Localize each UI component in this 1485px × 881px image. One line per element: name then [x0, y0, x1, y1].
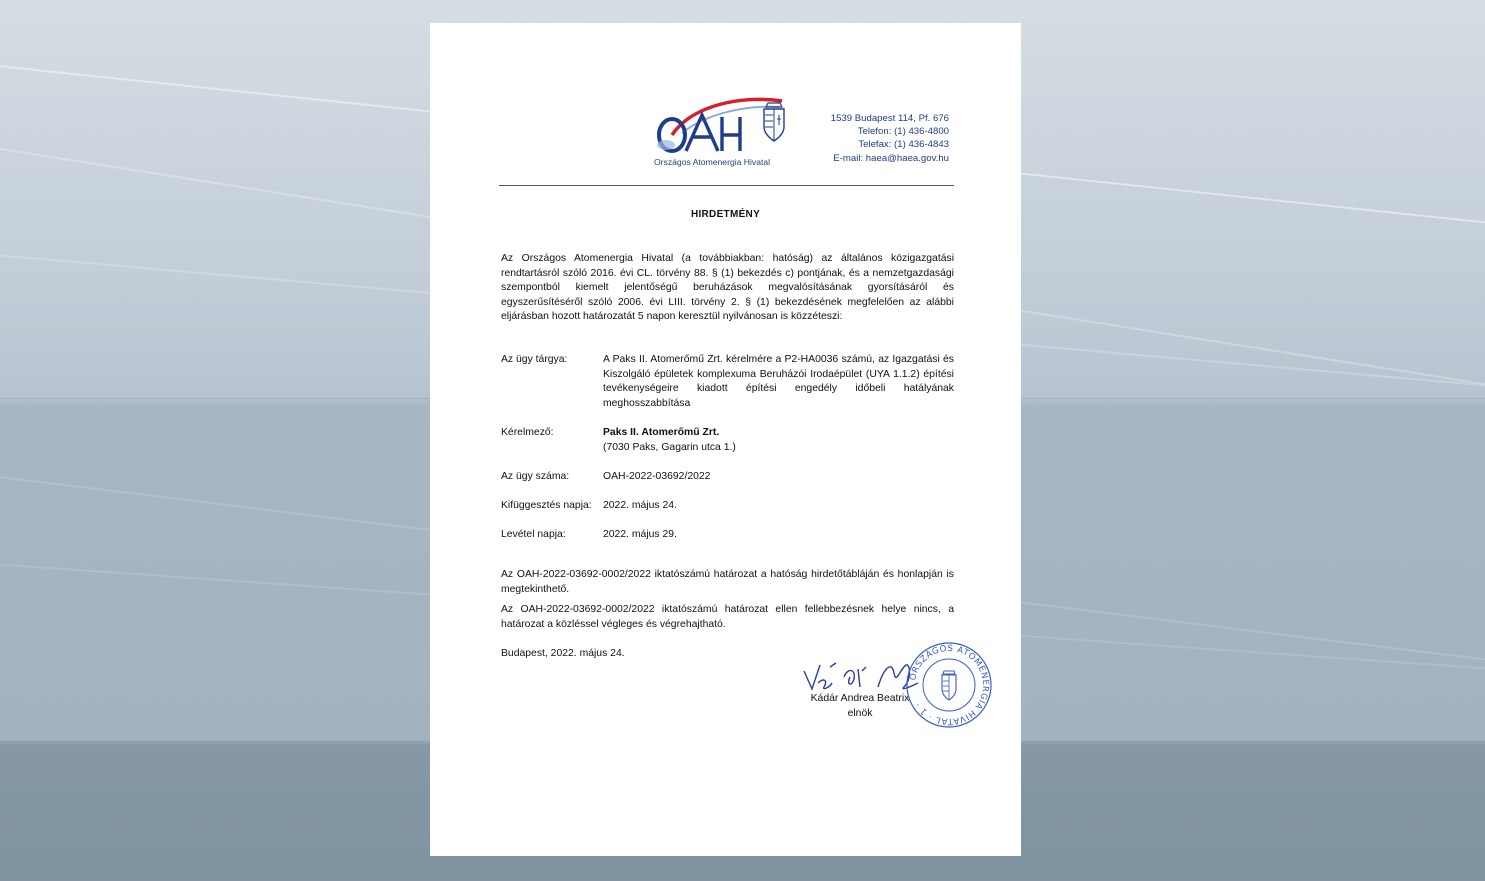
- applicant-value: [603, 426, 954, 455]
- org-name: Országos Atomenergia Hivatal: [654, 157, 771, 167]
- removal-date-label: Levétel napja:: [501, 529, 566, 540]
- letterhead: [430, 23, 1021, 193]
- email-line: E-mail: haea@haea.gov.hu: [833, 152, 949, 164]
- applicant-label: Kérelmező:: [501, 427, 554, 438]
- phone-line: Telefon: (1) 436-4800: [857, 126, 949, 138]
- signer-title: elnök: [847, 708, 873, 719]
- intro-paragraph: Az Országos Atomenergia Hivatal (a továbbiakban: hatóság) az általános közigazgatási rendtartásról szóló 2016. évi CL. törvény 88. § (1) bekezdés c) pontjának, és a nemzetgazdasági szempontból kiemelt jelentőségű beruházások megvalósításának gyorsításáról és egyszerűsítéséről szóló 2006. évi LIII. törvény 2. § (1) bekezdésének megfelelően az alábbi eljárásban hozott határozatát 5 napon keresztül nyilvánosan is közzéteszi:: [501, 253, 954, 323]
- case-number-label: Az ügy száma:: [501, 471, 570, 482]
- address-line: 1539 Budapest 114, Pf. 676: [830, 113, 949, 124]
- applicant-name: Paks II. Atomerőmű Zrt.: [603, 427, 720, 438]
- document-page: [430, 23, 1021, 856]
- appeal-paragraph: Az OAH-2022-03692-0002/2022 iktatószámú határozat ellen fellebbezésnek helye nincs, a határozat a közléssel végleges és végrehajtható.: [501, 604, 954, 630]
- place-date: Budapest, 2022. május 24.: [501, 648, 625, 659]
- subject-value: A Paks II. Atomerőmű Zrt. kérelmére a P2-HA0036 számú, az Igazgatási és Kiszolgáló épületek komplexuma Beruházói Irodaépület (UYA 1.1.2) építési tevékenységeire kiadott építési engedély időbeli hatályának meghosszabbítása: [603, 354, 954, 409]
- signer-name: Kádár Andrea Beatrix: [810, 693, 910, 704]
- availability-paragraph: Az OAH-2022-03692-0002/2022 iktatószámú határozat a hatóság hirdetőtábláján és honlapján is megtekinthető.: [501, 569, 954, 595]
- letterhead-divider: [499, 185, 954, 186]
- hungarian-crest-icon: [760, 99, 788, 143]
- removal-date-value: 2022. május 29.: [603, 529, 677, 540]
- stamp-text: ORSZÁGOS ATOMENERGIA HIVATAL · 1 ·: [908, 643, 991, 727]
- official-stamp: [905, 641, 993, 729]
- applicant-address: (7030 Paks, Gagarin utca 1.): [603, 441, 736, 453]
- posted-date-value: 2022. május 24.: [603, 500, 677, 511]
- subject-label: Az ügy tárgya:: [501, 354, 568, 365]
- stamp-crest-icon: [942, 671, 956, 700]
- contact-block: [831, 112, 949, 165]
- notice-title: HIRDETMÉNY: [690, 209, 761, 220]
- posted-date-label: Kifüggesztés napja:: [501, 500, 592, 511]
- fax-line: Telefax: (1) 436-4843: [858, 139, 949, 151]
- case-number-value: OAH-2022-03692/2022: [603, 471, 711, 482]
